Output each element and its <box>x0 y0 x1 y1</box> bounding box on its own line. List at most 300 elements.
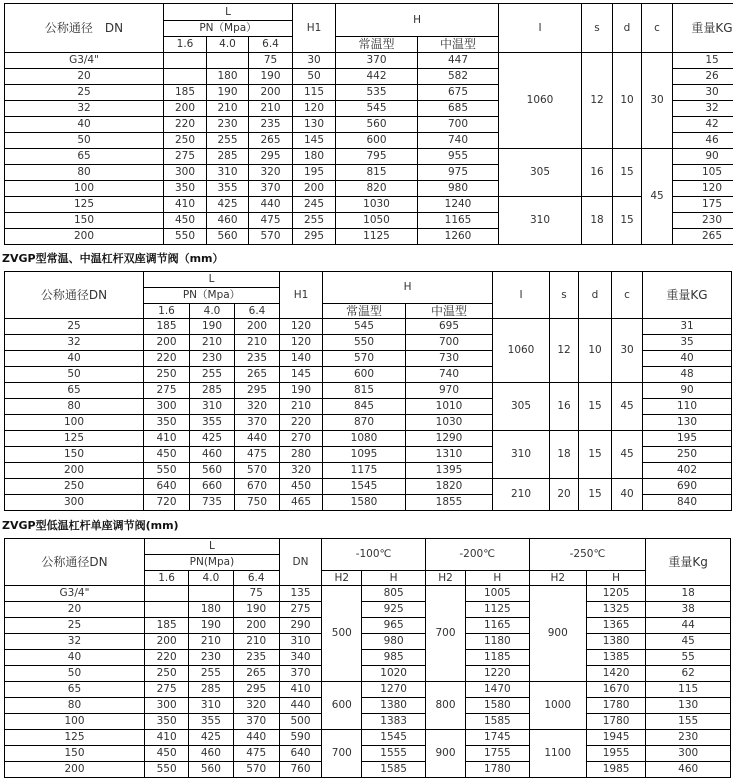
cell-i: 305 <box>493 383 550 431</box>
cell-dn: 50 <box>5 133 164 149</box>
cell-h-minus-100: 1020 <box>362 666 425 682</box>
cell-weight: 110 <box>643 399 732 415</box>
cell-h-normal: 1095 <box>323 447 406 463</box>
cell-l-4-0: 255 <box>190 367 235 383</box>
cell-h-mid: 1395 <box>406 463 493 479</box>
cell-l-4-0: 190 <box>190 319 235 335</box>
cell-h-normal: 545 <box>336 101 418 117</box>
cell-weight: 155 <box>646 714 731 730</box>
table-row <box>5 650 731 666</box>
cell-l-4-0: 180 <box>207 69 249 85</box>
cell-l-6-4: 370 <box>249 181 293 197</box>
cell-d: 10 <box>613 53 642 149</box>
cell-l-6-4: 320 <box>249 165 293 181</box>
cell-h-normal: 600 <box>323 367 406 383</box>
cell-l-6-4: 190 <box>233 602 279 618</box>
cell-h-mid: 582 <box>418 69 499 85</box>
header-h2: H2 <box>425 571 465 586</box>
cell-l-1-6: 550 <box>164 229 207 245</box>
cell-dn: G3/4" <box>5 586 145 602</box>
cell-h2-minus-100: 500 <box>322 586 362 682</box>
cell-l-4-0: 735 <box>190 495 235 511</box>
table-row <box>5 698 731 714</box>
cell-l-6-4: 475 <box>249 213 293 229</box>
cell-l-4-0: 210 <box>190 335 235 351</box>
cell-h-minus-200: 1755 <box>466 746 529 762</box>
cell-h1: 210 <box>280 399 323 415</box>
cell-h-normal: 545 <box>323 319 406 335</box>
cell-h-minus-250: 1955 <box>586 746 645 762</box>
cell-weight: 130 <box>643 415 732 431</box>
cell-dn: 300 <box>5 495 144 511</box>
table-1 <box>4 3 733 245</box>
cell-dn: 32 <box>5 101 164 117</box>
header-h1: H1 <box>280 272 323 319</box>
cell-h-minus-100: 1270 <box>362 682 425 698</box>
cell-l-4-0: 425 <box>189 730 233 746</box>
cell-dn: 200 <box>5 463 144 479</box>
table-2 <box>4 271 732 511</box>
table-row <box>5 714 731 730</box>
cell-h1: 120 <box>280 319 323 335</box>
cell-i: 210 <box>493 479 550 511</box>
cell-h-minus-200: 1125 <box>466 602 529 618</box>
cell-l-1-6: 250 <box>164 133 207 149</box>
cell-h-mid: 1855 <box>406 495 493 511</box>
table-row <box>5 666 731 682</box>
cell-h-mid: 695 <box>406 319 493 335</box>
cell-l-1-6: 200 <box>144 335 190 351</box>
cell-s: 16 <box>582 149 613 197</box>
header-dn: 公称通径DN <box>5 539 145 586</box>
cell-h1: 295 <box>293 229 336 245</box>
cell-h-minus-250: 1780 <box>586 698 645 714</box>
cell-h-minus-100: 805 <box>362 586 425 602</box>
header-normal-temp: 常温型 <box>323 304 406 319</box>
cell-dn2: 340 <box>279 650 321 666</box>
cell-l-6-4: 210 <box>233 634 279 650</box>
cell-l-4-0: 285 <box>189 682 233 698</box>
cell-h-normal: 1050 <box>336 213 418 229</box>
cell-l-4-0 <box>207 53 249 69</box>
cell-l-6-4: 210 <box>249 101 293 117</box>
cell-dn: 150 <box>5 213 164 229</box>
cell-l-1-6: 275 <box>164 149 207 165</box>
cell-weight: 26 <box>673 69 733 85</box>
cell-l-4-0: 210 <box>189 634 233 650</box>
cell-l-6-4: 295 <box>249 149 293 165</box>
cell-l-1-6: 275 <box>144 383 190 399</box>
cell-l-4-0: 460 <box>190 447 235 463</box>
cell-weight: 115 <box>646 682 731 698</box>
cell-dn: 32 <box>5 634 145 650</box>
cell-weight: 62 <box>646 666 731 682</box>
cell-h1: 450 <box>280 479 323 495</box>
cell-h-mid: 1240 <box>418 197 499 213</box>
cell-l-1-6: 410 <box>164 197 207 213</box>
cell-dn2: 440 <box>279 698 321 714</box>
cell-l-4-0: 425 <box>190 431 235 447</box>
cell-h-normal: 550 <box>323 335 406 351</box>
cell-dn: 100 <box>5 714 145 730</box>
table-body <box>5 53 733 245</box>
cell-dn: 32 <box>5 335 144 351</box>
cell-l-1-6: 200 <box>164 101 207 117</box>
cell-h2-minus-250: 1100 <box>529 730 586 778</box>
cell-h-minus-100: 1585 <box>362 762 425 778</box>
cell-l-6-4: 265 <box>235 367 280 383</box>
cell-l-6-4: 75 <box>233 586 279 602</box>
table-2-title: ZVGP型常温、中温杠杆双座调节阀（mm） <box>2 252 224 265</box>
cell-l-1-6: 220 <box>144 351 190 367</box>
cell-h-mid: 685 <box>418 101 499 117</box>
table-row <box>5 586 731 602</box>
cell-i: 310 <box>493 431 550 479</box>
header-s: s <box>550 272 579 319</box>
cell-c: 40 <box>612 479 643 511</box>
cell-h-minus-100: 1555 <box>362 746 425 762</box>
cell-s: 18 <box>582 197 613 245</box>
cell-d: 15 <box>579 383 612 431</box>
table-row <box>5 634 731 650</box>
cell-weight: 130 <box>646 698 731 714</box>
cell-h-normal: 795 <box>336 149 418 165</box>
cell-h-mid: 700 <box>406 335 493 351</box>
cell-dn: 150 <box>5 746 145 762</box>
cell-c: 30 <box>642 53 673 149</box>
cell-l-1-6: 300 <box>164 165 207 181</box>
cell-d: 10 <box>579 319 612 383</box>
cell-h-minus-200: 1470 <box>466 682 529 698</box>
cell-h-normal: 820 <box>336 181 418 197</box>
cell-l-1-6: 550 <box>144 463 190 479</box>
cell-weight: 18 <box>646 586 731 602</box>
cell-l-6-4: 670 <box>235 479 280 495</box>
cell-dn: 125 <box>5 197 164 213</box>
cell-h-minus-200: 1005 <box>466 586 529 602</box>
cell-i: 305 <box>499 149 582 197</box>
cell-l-6-4: 75 <box>249 53 293 69</box>
cell-dn: 40 <box>5 351 144 367</box>
cell-i: 1060 <box>493 319 550 383</box>
cell-l-4-0: 190 <box>189 618 233 634</box>
cell-weight: 690 <box>643 479 732 495</box>
cell-l-1-6: 450 <box>144 746 188 762</box>
cell-dn: 80 <box>5 399 144 415</box>
cell-dn2: 500 <box>279 714 321 730</box>
cell-l-6-4: 440 <box>235 431 280 447</box>
cell-weight: 105 <box>673 165 733 181</box>
cell-l-1-6: 275 <box>144 682 188 698</box>
cell-h-minus-250: 1380 <box>586 634 645 650</box>
header-pn-6-4: 6.4 <box>233 571 279 586</box>
cell-l-6-4: 440 <box>249 197 293 213</box>
cell-h1: 140 <box>280 351 323 367</box>
cell-dn: 80 <box>5 698 145 714</box>
cell-l-6-4: 750 <box>235 495 280 511</box>
cell-dn2: 370 <box>279 666 321 682</box>
cell-h-minus-250: 1945 <box>586 730 645 746</box>
cell-h1: 465 <box>280 495 323 511</box>
cell-dn: 100 <box>5 181 164 197</box>
cell-l-4-0: 285 <box>190 383 235 399</box>
cell-h-normal: 845 <box>323 399 406 415</box>
cell-h1: 120 <box>293 101 336 117</box>
cell-l-4-0: 560 <box>207 229 249 245</box>
cell-l-1-6 <box>144 602 188 618</box>
header-minus-200: -200℃ <box>425 539 529 571</box>
cell-l-1-6: 350 <box>144 714 188 730</box>
header-pn: PN(Mpa) <box>144 555 279 571</box>
cell-l-4-0: 355 <box>190 415 235 431</box>
cell-s: 12 <box>550 319 579 383</box>
cell-h-mid: 1010 <box>406 399 493 415</box>
cell-l-1-6 <box>164 53 207 69</box>
cell-weight: 300 <box>646 746 731 762</box>
cell-dn2: 275 <box>279 602 321 618</box>
cell-h1: 120 <box>280 335 323 351</box>
cell-l-1-6: 410 <box>144 431 190 447</box>
header-weight: 重量KG <box>643 272 732 319</box>
header-h: H <box>323 272 493 304</box>
table-header <box>5 4 733 53</box>
cell-l-6-4: 235 <box>235 351 280 367</box>
header-pn-6-4: 6.4 <box>249 37 293 53</box>
header-mid-temp: 中温型 <box>418 37 499 53</box>
cell-dn2: 640 <box>279 746 321 762</box>
cell-l-1-6 <box>144 586 188 602</box>
header-s: s <box>582 4 613 53</box>
cell-h1: 145 <box>280 367 323 383</box>
header-d: d <box>613 4 642 53</box>
cell-h2-minus-200: 800 <box>425 682 465 730</box>
header-c: c <box>612 272 643 319</box>
cell-weight: 120 <box>673 181 733 197</box>
cell-weight: 175 <box>673 197 733 213</box>
cell-h-minus-250: 1420 <box>586 666 645 682</box>
cell-weight: 195 <box>643 431 732 447</box>
cell-h1: 320 <box>280 463 323 479</box>
cell-h-mid: 1030 <box>406 415 493 431</box>
cell-h1: 280 <box>280 447 323 463</box>
cell-l-4-0: 460 <box>189 746 233 762</box>
cell-l-4-0 <box>189 586 233 602</box>
cell-i: 1060 <box>499 53 582 149</box>
cell-l-6-4: 570 <box>233 762 279 778</box>
cell-weight: 32 <box>673 101 733 117</box>
cell-dn: 20 <box>5 69 164 85</box>
cell-l-1-6: 640 <box>144 479 190 495</box>
cell-d: 15 <box>579 431 612 479</box>
cell-l-4-0: 230 <box>189 650 233 666</box>
cell-l-6-4: 200 <box>249 85 293 101</box>
cell-dn2: 760 <box>279 762 321 778</box>
cell-dn2: 135 <box>279 586 321 602</box>
cell-dn: 25 <box>5 85 164 101</box>
header-h2: H2 <box>322 571 362 586</box>
cell-dn: 25 <box>5 618 145 634</box>
cell-l-1-6: 200 <box>144 634 188 650</box>
cell-dn: 50 <box>5 666 145 682</box>
cell-dn: 200 <box>5 229 164 245</box>
cell-l-4-0: 230 <box>190 351 235 367</box>
cell-dn2: 290 <box>279 618 321 634</box>
cell-c: 30 <box>612 319 643 383</box>
cell-l-1-6: 250 <box>144 367 190 383</box>
cell-dn: 125 <box>5 431 144 447</box>
cell-weight: 31 <box>643 319 732 335</box>
header-h: H <box>466 571 529 586</box>
cell-h-normal: 1125 <box>336 229 418 245</box>
cell-h-normal: 1030 <box>336 197 418 213</box>
cell-l-1-6: 185 <box>144 319 190 335</box>
header-h2: H2 <box>529 571 586 586</box>
cell-h1: 145 <box>293 133 336 149</box>
cell-h1: 270 <box>280 431 323 447</box>
cell-h-minus-100: 925 <box>362 602 425 618</box>
cell-l-6-4: 200 <box>235 319 280 335</box>
cell-h-minus-100: 1380 <box>362 698 425 714</box>
header-pn: PN（Mpa） <box>144 288 280 304</box>
cell-dn2: 410 <box>279 682 321 698</box>
table-header <box>5 272 732 319</box>
table-row <box>5 149 733 165</box>
header-pn-1-6: 1.6 <box>164 37 207 53</box>
cell-h-minus-100: 980 <box>362 634 425 650</box>
cell-l-1-6: 220 <box>164 117 207 133</box>
cell-h-mid: 700 <box>418 117 499 133</box>
cell-l-1-6: 300 <box>144 698 188 714</box>
cell-l-4-0: 460 <box>207 213 249 229</box>
cell-l-6-4: 440 <box>233 730 279 746</box>
cell-h-normal: 1545 <box>323 479 406 495</box>
cell-h-mid: 730 <box>406 351 493 367</box>
cell-weight: 15 <box>673 53 733 69</box>
header-i: I <box>493 272 550 319</box>
cell-h-mid: 1820 <box>406 479 493 495</box>
cell-dn: G3/4" <box>5 53 164 69</box>
cell-dn: 150 <box>5 447 144 463</box>
cell-weight: 55 <box>646 650 731 666</box>
cell-l-1-6: 185 <box>144 618 188 634</box>
cell-l-1-6: 410 <box>144 730 188 746</box>
cell-h-normal: 870 <box>323 415 406 431</box>
cell-h1: 130 <box>293 117 336 133</box>
cell-l-6-4: 475 <box>235 447 280 463</box>
cell-dn: 20 <box>5 602 145 618</box>
header-pn-4-0: 4.0 <box>189 571 233 586</box>
cell-h-normal: 560 <box>336 117 418 133</box>
header-dn2: DN <box>279 539 321 586</box>
cell-i: 310 <box>499 197 582 245</box>
cell-l-4-0: 210 <box>207 101 249 117</box>
cell-weight: 35 <box>643 335 732 351</box>
table-header <box>5 539 731 586</box>
header-i: I <box>499 4 582 53</box>
header-dn: 公称通径 DN <box>5 4 164 53</box>
cell-weight: 250 <box>643 447 732 463</box>
cell-h-minus-100: 1383 <box>362 714 425 730</box>
header-h: H <box>586 571 645 586</box>
table-row <box>5 53 733 69</box>
table-row <box>5 319 732 335</box>
cell-h-normal: 1175 <box>323 463 406 479</box>
cell-h-mid: 1310 <box>406 447 493 463</box>
cell-d: 15 <box>613 149 642 197</box>
cell-dn: 100 <box>5 415 144 431</box>
cell-d: 15 <box>579 479 612 511</box>
header-minus-100: -100℃ <box>322 539 426 571</box>
cell-l-1-6 <box>164 69 207 85</box>
cell-h-minus-200: 1580 <box>466 698 529 714</box>
cell-h1: 220 <box>280 415 323 431</box>
cell-s: 18 <box>550 431 579 479</box>
cell-l-6-4: 295 <box>233 682 279 698</box>
cell-h-normal: 442 <box>336 69 418 85</box>
cell-dn: 250 <box>5 479 144 495</box>
cell-weight: 46 <box>673 133 733 149</box>
cell-l-4-0: 310 <box>207 165 249 181</box>
table-row <box>5 431 732 447</box>
cell-l-1-6: 550 <box>144 762 188 778</box>
header-pn-1-6: 1.6 <box>144 304 190 319</box>
cell-weight: 38 <box>646 602 731 618</box>
table-row <box>5 602 731 618</box>
header-d: d <box>579 272 612 319</box>
header-l: L <box>144 539 279 555</box>
cell-h2-minus-100: 600 <box>322 682 362 730</box>
cell-weight: 90 <box>643 383 732 399</box>
header-h: H <box>336 4 499 37</box>
cell-l-4-0: 285 <box>207 149 249 165</box>
cell-dn2: 310 <box>279 634 321 650</box>
cell-h-minus-200: 1220 <box>466 666 529 682</box>
cell-h2-minus-200: 700 <box>425 586 465 682</box>
cell-l-6-4: 570 <box>235 463 280 479</box>
cell-h-minus-250: 1985 <box>586 762 645 778</box>
cell-l-1-6: 350 <box>144 415 190 431</box>
cell-h-minus-200: 1165 <box>466 618 529 634</box>
cell-l-6-4: 320 <box>233 698 279 714</box>
cell-weight: 460 <box>646 762 731 778</box>
table-row <box>5 383 732 399</box>
cell-l-4-0: 355 <box>207 181 249 197</box>
cell-h-mid: 740 <box>418 133 499 149</box>
cell-d: 15 <box>613 197 642 245</box>
cell-h1: 200 <box>293 181 336 197</box>
cell-dn: 50 <box>5 367 144 383</box>
cell-l-6-4: 370 <box>233 714 279 730</box>
cell-c: 45 <box>642 149 673 245</box>
cell-weight: 48 <box>643 367 732 383</box>
cell-l-6-4: 570 <box>249 229 293 245</box>
header-pn-4-0: 4.0 <box>207 37 249 53</box>
cell-weight: 90 <box>673 149 733 165</box>
cell-l-1-6: 300 <box>144 399 190 415</box>
cell-h-minus-200: 1185 <box>466 650 529 666</box>
cell-h-minus-250: 1325 <box>586 602 645 618</box>
cell-weight: 230 <box>673 213 733 229</box>
cell-l-1-6: 720 <box>144 495 190 511</box>
cell-l-4-0: 230 <box>207 117 249 133</box>
table-3-title: ZVGP型低温杠杆单座调节阀(mm) <box>2 519 179 532</box>
table-row <box>5 682 731 698</box>
header-l: L <box>164 4 293 21</box>
header-weight: 重量KG <box>673 4 733 53</box>
cell-l-1-6: 350 <box>164 181 207 197</box>
cell-weight: 44 <box>646 618 731 634</box>
cell-h-mid: 675 <box>418 85 499 101</box>
